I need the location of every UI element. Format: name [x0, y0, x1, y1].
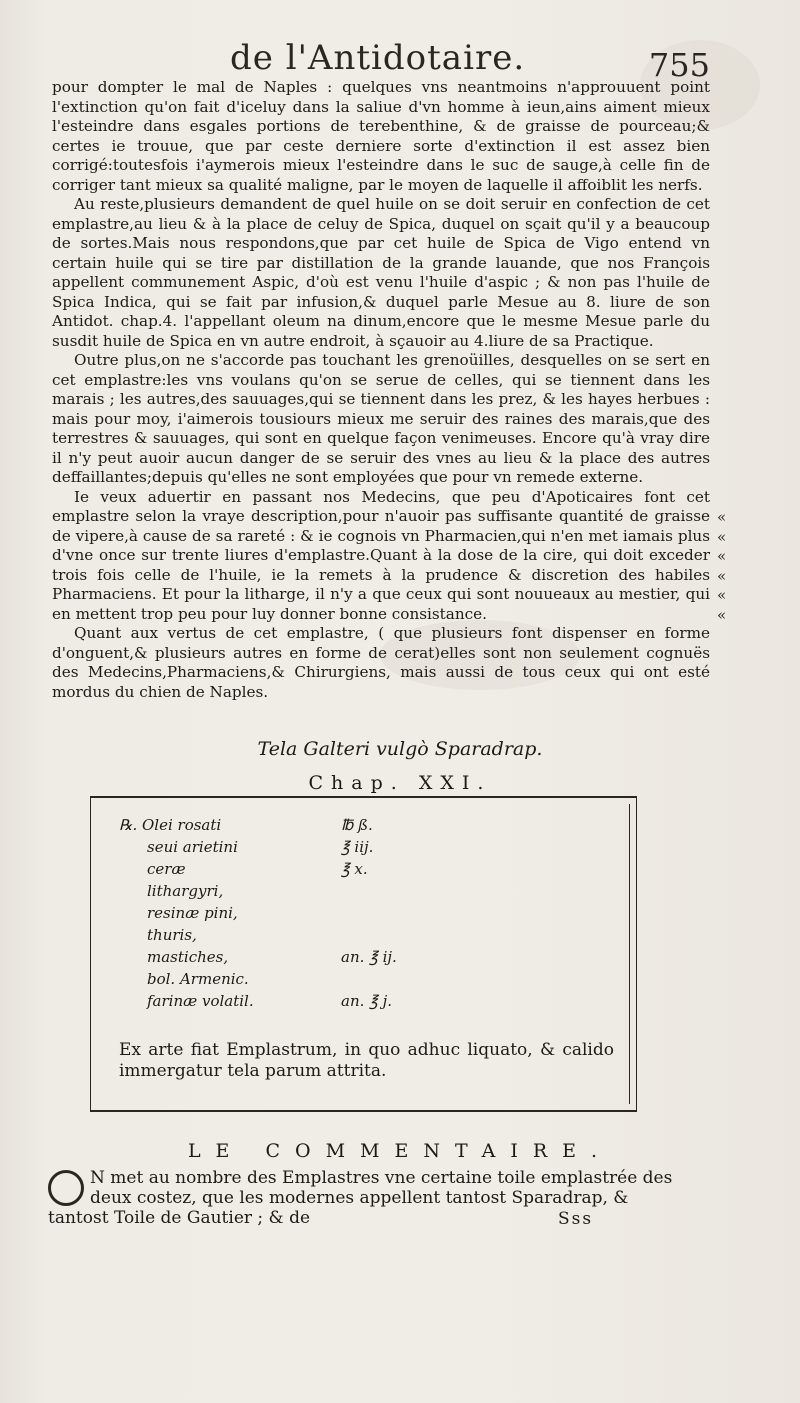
- ingredient-quantity: an. ℥ ij.: [341, 948, 397, 966]
- ingredient-name: resinæ pini,: [147, 904, 238, 922]
- quote-mark: «: [717, 547, 727, 565]
- ingredient-row: [119, 948, 619, 970]
- chapter-heading: Chap. XXI.: [308, 772, 492, 794]
- quote-mark: «: [717, 508, 727, 526]
- ingredient-row: [119, 904, 619, 926]
- commentary-title: LE COMMENTAIRE.: [187, 1140, 613, 1162]
- marginal-quote-marks: [717, 508, 737, 625]
- running-head: de l'Antidotaire.: [230, 38, 526, 78]
- page-number: 755: [648, 46, 710, 84]
- quote-mark: «: [717, 586, 727, 604]
- catchword: Sss: [558, 1209, 594, 1229]
- paragraph: Au reste,plusieurs demandent de quel huile on se doit seruir en confection de cet emplastre,au lieu & à la place de celuy de Spica, duquel on sçait qu'il y a beaucoup de sortes.Mais nous respondons,que par cet huile de Spica de Vigo entend vn certain huile qui se tire par distillation de la grande lauande, que nos François appellent communement Aspic, d'où est venu l'huile d'aspic ; & non pas l'huile de Spica Indica, qui se fait par infusion,& duquel parle Mesue au 8. liure de son Antidot. chap.4. l'appellant oleum na dinum,encore que le mesme Mesue parle du susdit huile de Spica en vn autre endroit, à sçauoir au 4.liure de sa Practique.: [52, 195, 710, 350]
- paragraph: pour dompter le mal de Naples : quelques vns neantmoins n'approuuent point l'extinction qu'on fait d'iceluy dans la saliue d'vn homme à ieun,ains aiment mieux l'esteindre dans esgales portions de terebenthine, & de graisse de pourceau;& certes ie trouue, que par ceste derniere sorte d'extinction il est assez bien corrigé:toutesfois i'aymerois mieux l'esteindre dans le suc de sauge,à celle fin de corriger tant mieux sa qualité maligne, par le moyen de laquelle il affoiblit les nerfs.: [52, 78, 710, 194]
- recipe-instructions: Ex arte fiat Emplastrum, in quo adhuc liquato, & calido immergatur tela parum attrita.: [119, 1040, 614, 1081]
- section-title: Tela Galteri vulgò Sparadrap.: [257, 738, 543, 760]
- ingredient-name: seui arietini: [147, 838, 238, 856]
- ingredient-quantity: an. ℥ j.: [341, 992, 392, 1010]
- paragraph: Quant aux vertus de cet emplastre, ( que plusieurs font dispenser en forme d'onguent,& plusieurs autres en forme de cerat)elles sont non seulement cognuës des Medecins,Pharmaciens,& Chirurgiens, mais aussi de tous ceux qui ont esté mordus du chien de Naples.: [52, 624, 710, 701]
- ingredient-row: [119, 926, 619, 948]
- ingredient-row: [119, 970, 619, 992]
- paragraph: Ie veux aduertir en passant nos Medecins, que peu d'Apoticaires font cet emplastre selon la vraye description,pour n'auoir pas suffisante quantité de graisse de vipere,à cause de sa rareté : & ie cognois vn Pharmacien,qui n'en met iamais plus d'vne once sur trente liures d'emplastre.Quant à la dose de la cire, qui doit exceder trois fois celle de l'huile, ie la remets à la prudence & discretion des habiles Pharmaciens. Et pour la litharge, il n'y a que ceux qui sont nouueaux au mestier, qui en mettent trop peu pour luy donner bonne consistance.: [52, 487, 710, 623]
- quote-mark: «: [717, 605, 727, 624]
- ingredient-name: thuris,: [147, 926, 197, 944]
- ingredient-name: farinæ volatil.: [147, 992, 254, 1010]
- recipe-box: [90, 796, 637, 1112]
- box-rule: [629, 804, 630, 1104]
- ingredient-row: [119, 882, 619, 904]
- quote-mark: «: [717, 566, 727, 585]
- ingredient-row: [119, 860, 619, 882]
- ingredient-row: [119, 992, 619, 1014]
- ingredient-name: ℞. Olei rosati: [119, 816, 222, 834]
- ingredient-quantity: ℥ iij.: [341, 838, 374, 856]
- ingredient-quantity: ℔ ß.: [341, 816, 373, 834]
- ingredient-name: mastiches,: [147, 948, 229, 966]
- ingredient-name: bol. Armenic.: [147, 970, 249, 988]
- commentary-text: N met au nombre des Emplastres vne certaine toile emplastrée des deux costez, que les modernes appellent tantost Sparadrap, & tantost Toile de Gautier ; & de: [48, 1168, 673, 1228]
- quote-mark: «: [717, 527, 727, 546]
- ingredient-name: lithargyri,: [147, 882, 224, 900]
- ingredient-list: [119, 816, 619, 1014]
- paragraph: Outre plus,on ne s'accorde pas touchant les grenoüilles, desquelles on se sert en cet emplastre:les vns voulans qu'on se serue de celles, qui se tiennent dans les marais ; les autres,des sauuages,qui se tiennent dans les prez, & les hayes herbues : mais pour moy, i'aimerois tousiours mieux me seruir des raines des marais,que des terrestres & sauuages, qui sont en quelque façon venimeuses. Encore qu'à vray dire il n'y peut auoir aucun danger de se seruir des vnes au lieu & la place des autres deffaillantes;depuis qu'elles ne sont employées que pour vn remede externe.: [52, 351, 710, 486]
- body-text: [52, 78, 710, 702]
- ingredient-row: [119, 838, 619, 860]
- ingredient-name: ceræ: [147, 860, 186, 878]
- ingredient-quantity: ℥ x.: [341, 860, 368, 878]
- drop-cap-o: [48, 1170, 84, 1206]
- ingredient-row: [119, 816, 619, 838]
